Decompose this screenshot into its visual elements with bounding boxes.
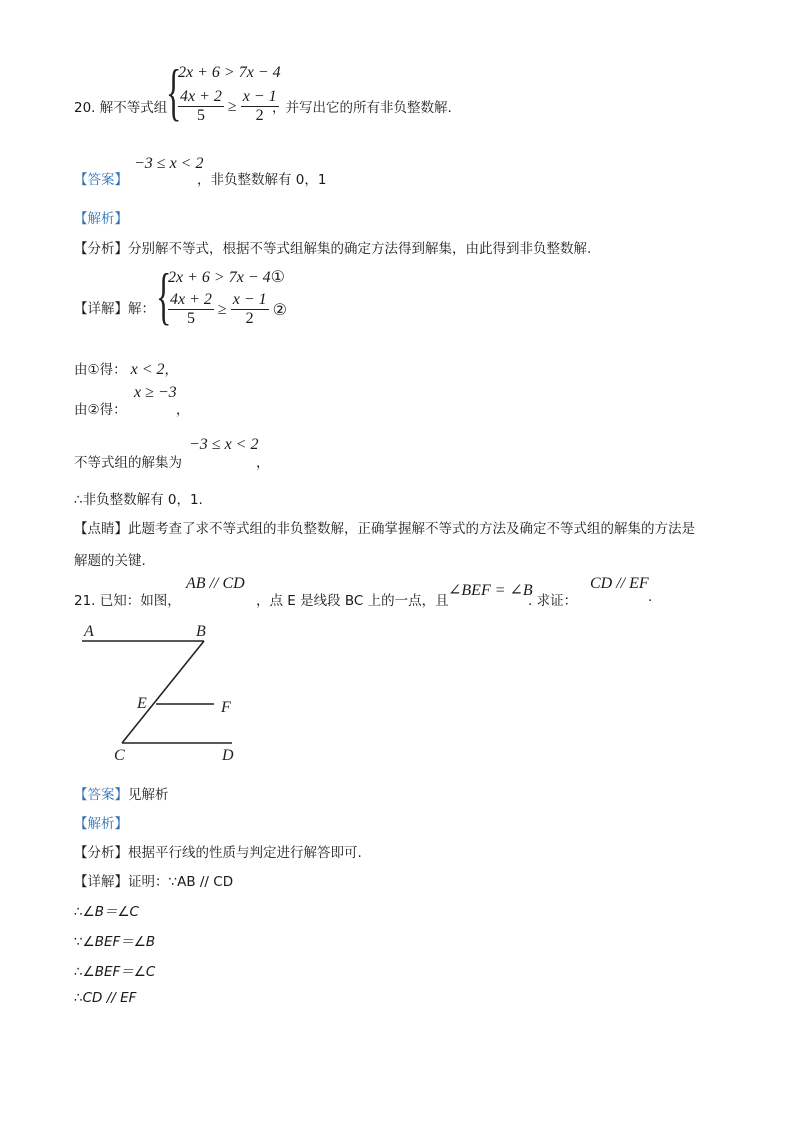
q20-xiangjie-brace: {	[156, 260, 172, 331]
q20-dianjing-line2: 解题的关键.	[74, 553, 146, 569]
q21-proof-line2: ∴∠B＝∠C	[74, 904, 139, 920]
q21-proof-line5: ∴CD // EF	[74, 990, 137, 1006]
q20-step2-end: ，	[176, 402, 190, 418]
q21-xiangjie-text: 证明：∵AB // CD	[128, 874, 234, 890]
q20-xiangjie-text: 解：	[128, 301, 155, 317]
q20-frac1-den: 5	[196, 107, 205, 124]
q20-step1-math: x < 2	[130, 361, 165, 378]
q20-inequality-1: 2x + 6 > 7x − 4	[178, 64, 281, 81]
q20-dianjing-line1: 此题考查了求不等式组的非负整数解，正确掌握解不等式的方法及确定不等式组的解集的方法是	[128, 521, 695, 537]
q20-step2-text: 由②得：	[74, 402, 127, 418]
q20-dianjing-tag: 【点睛】	[74, 521, 128, 537]
q21-fenxi	[74, 841, 362, 861]
label-a: A	[84, 623, 94, 640]
label-f: F	[221, 699, 231, 716]
q21-fenxi-tag: 【分析】	[74, 845, 128, 861]
q20-answer-math: −3 ≤ x < 2	[134, 155, 204, 172]
q20-suffix: ，并写出它的所有非负整数解.	[272, 100, 452, 116]
q20-xiangjie-frac2-den: 2	[245, 310, 254, 327]
q21-mid2: . 求证：	[528, 593, 578, 609]
label-e: E	[137, 695, 147, 712]
q20-fenxi-text: 分别解不等式，根据不等式组解集的确定方法得到解集，由此得到非负整数解.	[128, 241, 592, 257]
q20-answer-text: ，非负整数解有 0，1	[197, 172, 327, 188]
q21-prefix: 21. 已知：如图，	[74, 593, 181, 609]
q21-proof-line4: ∴∠BEF＝∠C	[74, 964, 156, 980]
q20-frac1	[178, 88, 224, 125]
q20-xiangjie-tag: 【详解】	[74, 301, 128, 317]
q20-xiangjie-frac1-den: 5	[186, 310, 195, 327]
label-c: C	[114, 747, 125, 764]
q20-xiangjie-ineq1-text: 2x + 6 > 7x − 4	[168, 269, 271, 286]
q21-end: .	[648, 589, 653, 605]
label-d: D	[222, 747, 234, 764]
q20-step3-text: 不等式组的解集为	[74, 455, 182, 471]
q20-xiangjie	[74, 297, 155, 317]
q20-answer-tag: 【答案】	[74, 172, 128, 188]
q20-xiangjie-frac1	[168, 291, 214, 328]
q20-xiangjie-mark1: ①	[270, 269, 285, 286]
q20-step1	[74, 358, 178, 379]
q20-xiangjie-ineq1	[168, 267, 285, 287]
q21-mid1: ，点 E 是线段 BC 上的一点，且	[256, 593, 449, 609]
q20-jiexi-tag: 【解析】	[74, 211, 128, 227]
q20-fenxi-tag: 【分析】	[74, 241, 128, 257]
q21-xiangjie-tag: 【详解】	[74, 874, 128, 890]
q20-dianjing	[74, 517, 695, 537]
q20-step4: ∴非负整数解有 0，1.	[74, 492, 203, 508]
label-b: B	[196, 623, 206, 640]
q20-xiangjie-frac2	[231, 291, 269, 328]
q21-answer-text: 见解析	[128, 787, 169, 803]
q20-frac2-den: 2	[255, 107, 264, 124]
q20-geq: ≥	[227, 97, 237, 115]
q21-answer	[74, 783, 169, 803]
q20-step3-math: −3 ≤ x < 2	[189, 436, 259, 453]
q21-math3: CD // EF	[590, 575, 649, 592]
q20-brace: {	[166, 56, 182, 127]
q21-math2: ∠BEF = ∠B	[448, 582, 533, 599]
q20-step1-text: 由①得：	[74, 362, 127, 378]
q21-math1: AB // CD	[186, 575, 245, 592]
q21-answer-tag: 【答案】	[74, 787, 128, 803]
q20-fenxi	[74, 237, 591, 257]
q21-proof-line3: ∵∠BEF＝∠B	[74, 934, 156, 950]
geometry-figure	[76, 616, 256, 766]
q20-frac1-num: 4x + 2	[180, 88, 222, 105]
q20-number: 20. 解不等式组	[74, 100, 168, 116]
q20-xiangjie-mark2: ②	[272, 301, 287, 319]
q21-xiangjie	[74, 870, 233, 890]
q20-xiangjie-ineq2	[168, 291, 287, 328]
q20-step3-end: ，	[256, 455, 270, 471]
q20-step1-end: ，	[164, 362, 179, 378]
q20-inequality-2	[178, 88, 279, 125]
line-bc	[122, 641, 204, 743]
q20-frac2-num: x − 1	[242, 88, 277, 105]
q20-xiangjie-frac1-num: 4x + 2	[170, 291, 212, 308]
q21-jiexi-tag: 【解析】	[74, 816, 128, 832]
q20-step2-math: x ≥ −3	[134, 384, 177, 401]
q20-xiangjie-frac2-num: x − 1	[232, 291, 267, 308]
q21-fenxi-text: 根据平行线的性质与判定进行解答即可.	[128, 845, 362, 861]
q20-xiangjie-geq: ≥	[217, 300, 227, 318]
